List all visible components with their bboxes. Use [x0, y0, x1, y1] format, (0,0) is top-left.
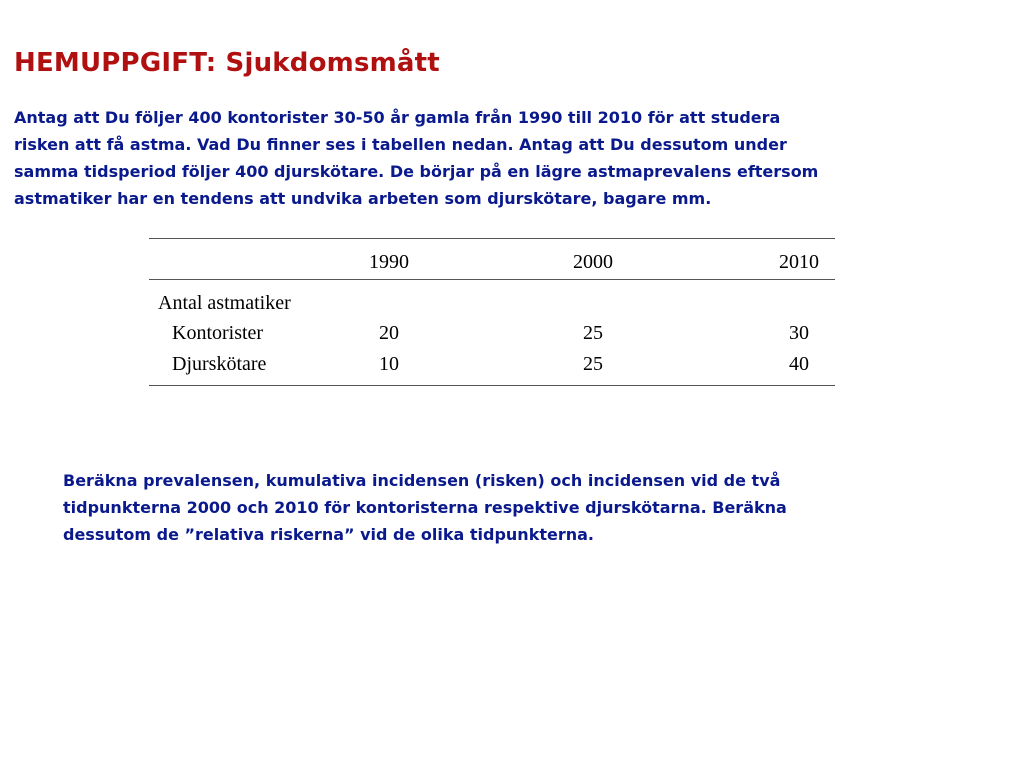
table-header-row [149, 239, 835, 280]
intro-line: risken att få astma. Vad Du finner ses i tabellen nedan. Antag att Du dessutom under [14, 135, 787, 154]
asthma-table [149, 238, 835, 386]
task-line: Beräkna prevalensen, kumulativa incidensen (risken) och incidensen vid de två [63, 471, 781, 490]
row-label-kontorister: Kontorister [172, 322, 264, 344]
table-cell: 25 [583, 322, 603, 344]
table-cell: 30 [789, 322, 809, 344]
column-header-1990: 1990 [369, 251, 409, 273]
column-header-2010: 2010 [779, 251, 819, 273]
table-section-label: Antal astmatiker [158, 292, 291, 314]
intro-line: Antag att Du följer 400 kontorister 30-50 år gamla från 1990 till 2010 för att studera [14, 108, 781, 127]
task-line: dessutom de ”relativa riskerna” vid de olika tidpunkterna. [63, 525, 594, 544]
task-line: tidpunkterna 2000 och 2010 för kontoristerna respektive djurskötarna. Beräkna [63, 498, 787, 517]
intro-line: samma tidsperiod följer 400 djurskötare. De börjar på en lägre astmaprevalens eftersom [14, 162, 819, 181]
column-header-2000: 2000 [573, 251, 613, 273]
slide-title: HEMUPPGIFT: Sjukdomsmått [14, 48, 440, 78]
intro-paragraph [14, 104, 1018, 212]
row-label-djurskotare: Djurskötare [172, 353, 267, 375]
table-cell: 20 [379, 322, 399, 344]
table-cell: 10 [379, 353, 399, 375]
intro-line: astmatiker har en tendens att undvika arbeten som djurskötare, bagare mm. [14, 189, 712, 208]
table-cell: 25 [583, 353, 603, 375]
task-paragraph [63, 467, 1013, 548]
table-cell: 40 [789, 353, 809, 375]
